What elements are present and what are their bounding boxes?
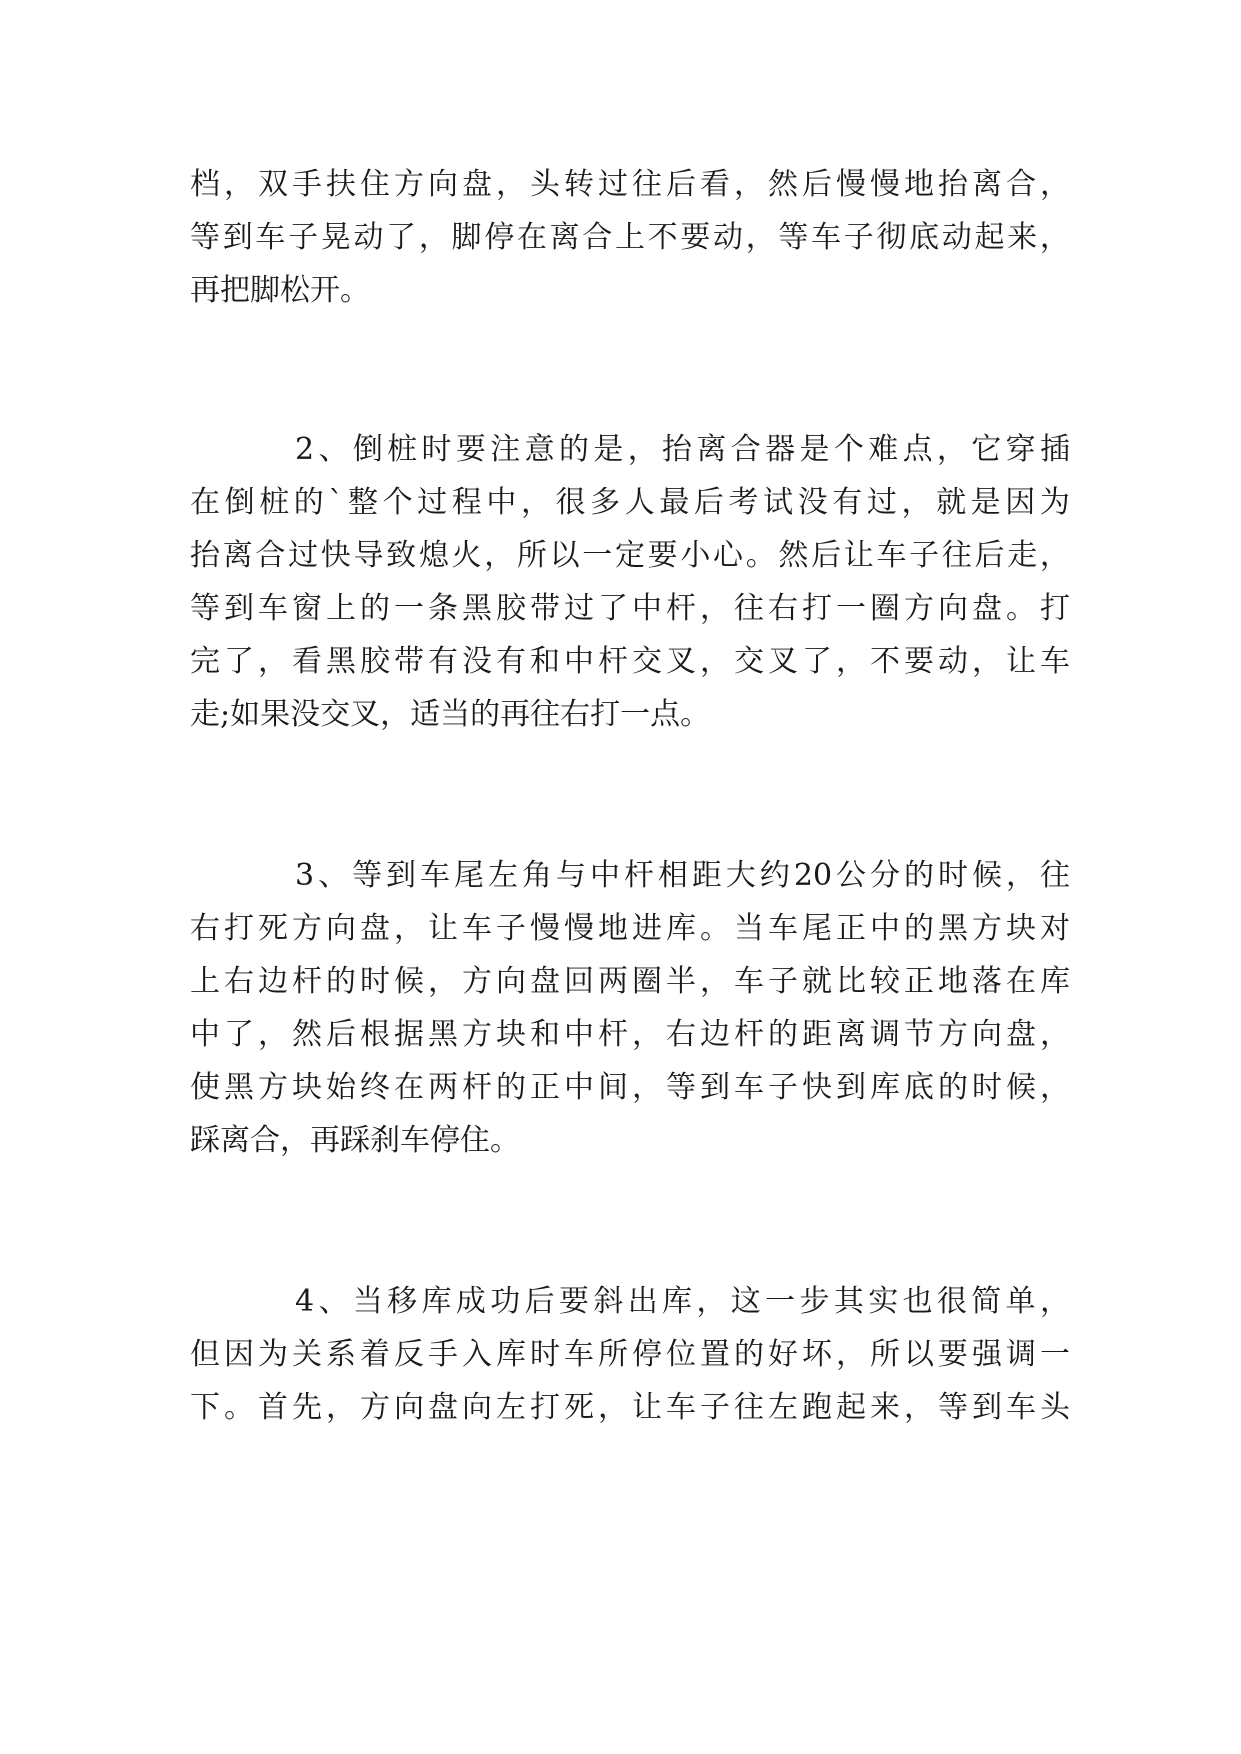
paragraph-3-line-2: 右 打 死 方 向 盘 ， 让 车 子 慢 慢 地 进 库 。 当 车 尾 正 中 的 黑 方 块 对 xyxy=(190,911,1070,946)
paragraph-2-line-5: 完 了 ， 看 黑 胶 带 有 没 有 和 中 杆 交 叉 ， 交 叉 了 ， 不 要 动 ， 让 车 xyxy=(190,644,1070,679)
paragraph-1-line-2: 等 到 车 子 晃 动 了 ， 脚 停 在 离 合 上 不 要 动 ， 等 车 子 彻 底 动 起 来 ， xyxy=(190,220,1070,255)
paragraph-3-line-3: 上 右 边 杆 的 时 候 ， 方 向 盘 回 两 圈 半 ， 车 子 就 比 较 正 地 落 在 库 xyxy=(190,964,1070,999)
paragraph-3-line-6: 踩离合，再踩刹车停住。 xyxy=(190,1123,520,1158)
paragraph-2-line-3: 抬 离 合 过 快 导 致 熄 火 ， 所 以 一 定 要 小 心 。 然 后 让 车 子 往 后 走 ， xyxy=(190,538,1070,573)
paragraph-2-line-4: 等 到 车 窗 上 的 一 条 黑 胶 带 过 了 中 杆 ， 往 右 打 一 圈 方 向 盘 。 打 xyxy=(190,591,1070,626)
paragraph-2-line-2: 在 倒 桩 的 ` 整 个 过 程 中 ， 很 多 人 最 后 考 试 没 有 过 ， 就 是 因 为 xyxy=(190,485,1070,520)
paragraph-4-line-1: 4 、 当 移 库 成 功 后 要 斜 出 库 ， 这 一 步 其 实 也 很 简 单 ， xyxy=(295,1284,1070,1319)
paragraph-1-line-1: 档 ， 双 手 扶 住 方 向 盘 ， 头 转 过 往 后 看 ， 然 后 慢 慢 地 抬 离 合 ， xyxy=(190,167,1070,202)
paragraph-3-line-5: 使 黑 方 块 始 终 在 两 杆 的 正 中 间 ， 等 到 车 子 快 到 库 底 的 时 候 ， xyxy=(190,1070,1070,1105)
paragraph-1-line-3: 再把脚松开。 xyxy=(190,273,370,308)
paragraph-4-line-3: 下 。 首 先 ， 方 向 盘 向 左 打 死 ， 让 车 子 往 左 跑 起 来 ， 等 到 车 头 xyxy=(190,1390,1070,1425)
paragraph-4-line-2: 但 因 为 关 系 着 反 手 入 库 时 车 所 停 位 置 的 好 坏 ， 所 以 要 强 调 一 xyxy=(190,1337,1070,1372)
paragraph-2-line-1: 2 、 倒 桩 时 要 注 意 的 是 ， 抬 离 合 器 是 个 难 点 ， 它 穿 插 xyxy=(295,432,1070,467)
paragraph-2-line-6: 走;如果没交叉，适当的再往右打一点。 xyxy=(190,697,711,732)
paragraph-3-line-4: 中 了 ， 然 后 根 据 黑 方 块 和 中 杆 ， 右 边 杆 的 距 离 调 节 方 向 盘 ， xyxy=(190,1017,1070,1052)
paragraph-3-line-1: 3 、 等 到 车 尾 左 角 与 中 杆 相 距 大 约 20 公 分 的 时 候 ， 往 xyxy=(295,858,1070,893)
